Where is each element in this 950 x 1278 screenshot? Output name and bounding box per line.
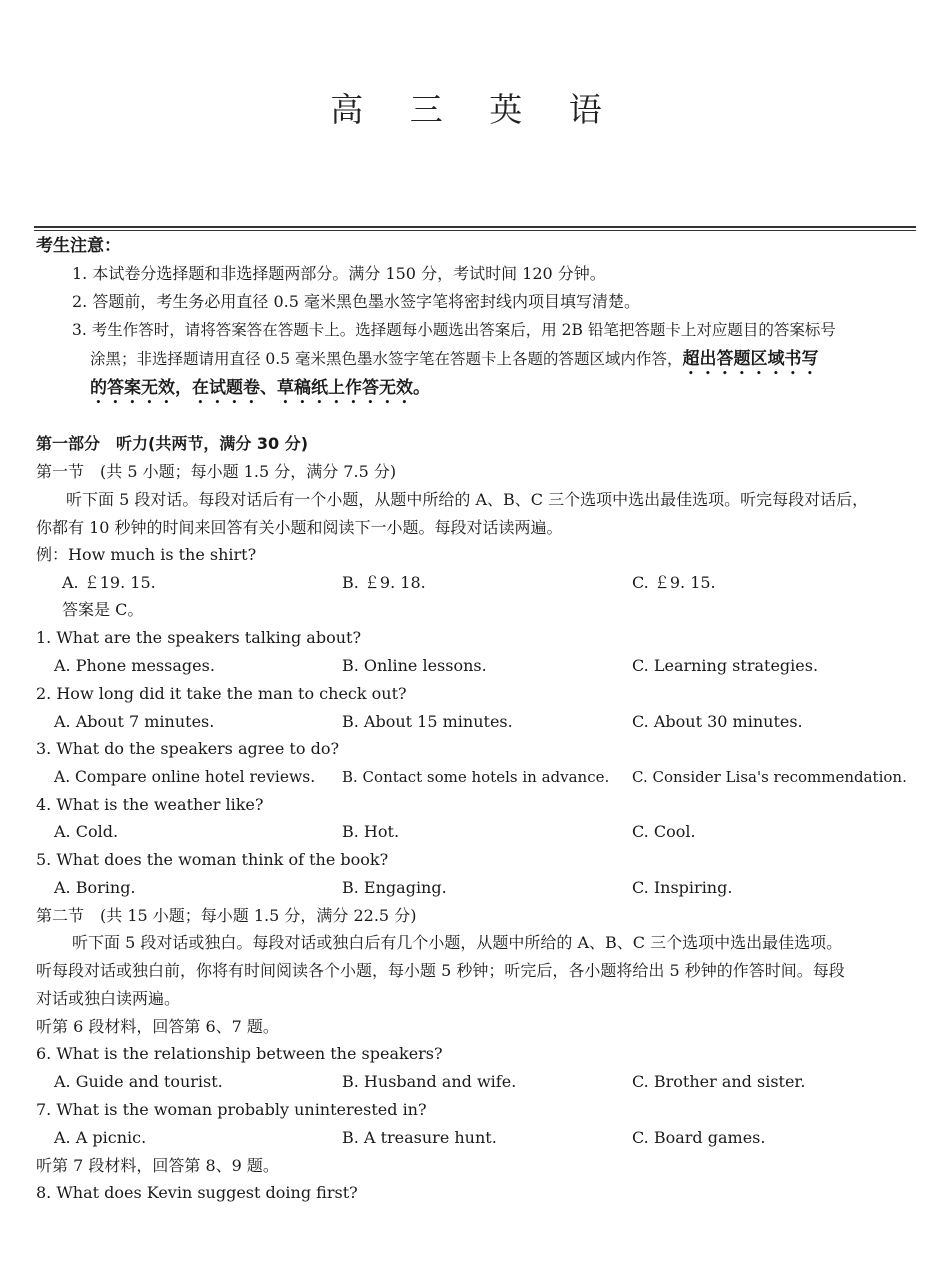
question-5: 5. What does the woman think of the book? <box>36 850 389 869</box>
q2-option-a: A. About 7 minutes. <box>54 712 215 731</box>
section2-instructions-1: 听下面 5 段对话或独白。每段对话或独白后有几个小题，从题中所给的 A、B、C 三个选项中选出最佳选项。 <box>72 933 843 952</box>
q5-option-b: B. Engaging. <box>342 878 447 897</box>
question-4: 4. What is the weather like? <box>36 795 264 814</box>
q7-option-b: B. A treasure hunt. <box>342 1128 497 1147</box>
note-item-1: 1. 本试卷分选择题和非选择题两部分。满分 150 分，考试时间 120 分钟。 <box>72 264 606 283</box>
material-6-label: 听第 6 段材料，回答第 6、7 题。 <box>36 1017 279 1036</box>
section1-heading: 第一节 (共 5 小题；每小题 1.5 分，满分 7.5 分) <box>36 462 397 481</box>
note-item-3-emphasis <box>90 378 430 408</box>
q1-option-b: B. Online lessons. <box>342 656 487 675</box>
section2-instructions-2: 听每段对话或独白前，你将有时间阅读各个小题，每小题 5 秒钟；听完后，各小题将给出 5 秒钟的作答时间。每段 <box>36 961 845 980</box>
section1-instructions-2: 你都有 10 秒钟的时间来回答有关小题和阅读下一小题。每段对话读两遍。 <box>36 518 563 537</box>
note-item-3-continued <box>90 349 819 379</box>
question-2: 2. How long did it take the man to check out? <box>36 684 407 703</box>
example-option-c: C. ￡9. 15. <box>632 573 716 592</box>
example-answer: 答案是 C。 <box>62 600 144 619</box>
q7-option-a: A. A picnic. <box>54 1128 147 1147</box>
section2-heading: 第二节 (共 15 小题；每小题 1.5 分，满分 22.5 分) <box>36 906 417 925</box>
example-option-b: B. ￡9. 18. <box>342 573 426 592</box>
q5-option-c: C. Inspiring. <box>632 878 733 897</box>
q2-option-c: C. About 30 minutes. <box>632 712 803 731</box>
q6-option-b: B. Husband and wife. <box>342 1072 517 1091</box>
note-emphasis-2: 的答案无效，在试题卷、草稿纸上作答无效。 <box>90 378 430 398</box>
note-item-3: 3. 考生作答时，请将答案答在答题卡上。选择题每小题选出答案后，用 2B 铅笔把答题卡上对应题目的答案标号 <box>72 321 836 339</box>
q2-option-b: B. About 15 minutes. <box>342 712 513 731</box>
q3-option-a: A. Compare online hotel reviews. <box>54 768 316 786</box>
divider-thin <box>34 230 916 231</box>
q5-option-a: A. Boring. <box>54 878 136 897</box>
question-3: 3. What do the speakers agree to do? <box>36 739 340 758</box>
question-8: 8. What does Kevin suggest doing first? <box>36 1183 358 1202</box>
note-item-2: 2. 答题前，考生务必用直径 0.5 毫米黑色墨水签字笔将密封线内项目填写清楚。 <box>72 292 640 311</box>
q3-option-c: C. Consider Lisa's recommendation. <box>632 768 907 786</box>
q4-option-a: A. Cold. <box>54 822 119 841</box>
notes-heading: 考生注意： <box>36 236 121 256</box>
note-emphasis-1: 超出答题区域书写 <box>682 349 819 369</box>
question-6: 6. What is the relationship between the speakers? <box>36 1044 443 1063</box>
q1-option-c: C. Learning strategies. <box>632 656 819 675</box>
q6-option-c: C. Brother and sister. <box>632 1072 806 1091</box>
material-7-label: 听第 7 段材料，回答第 8、9 题。 <box>36 1156 279 1175</box>
note-item-3-text: 涂黑；非选择题请用直径 0.5 毫米黑色墨水签字笔在答题卡上各题的答题区域内作答， <box>90 350 683 368</box>
page-title: 高 三 英 语 <box>330 90 620 129</box>
divider-thick <box>34 226 916 228</box>
section1-instructions-1: 听下面 5 段对话。每段对话后有一个小题，从题中所给的 A、B、C 三个选项中选出最佳选项。听完每段对话后， <box>66 490 869 509</box>
question-7: 7. What is the woman probably uninterested in? <box>36 1100 427 1119</box>
section2-instructions-3: 对话或独白读两遍。 <box>36 989 181 1008</box>
q4-option-b: B. Hot. <box>342 822 400 841</box>
q3-option-b: B. Contact some hotels in advance. <box>342 768 610 786</box>
part1-heading: 第一部分 听力(共两节，满分 30 分) <box>36 434 309 453</box>
example-question: 例：How much is the shirt? <box>36 545 257 564</box>
q6-option-a: A. Guide and tourist. <box>54 1072 223 1091</box>
q4-option-c: C. Cool. <box>632 822 696 841</box>
question-1: 1. What are the speakers talking about? <box>36 628 362 647</box>
q1-option-a: A. Phone messages. <box>54 656 215 675</box>
example-option-a: A. ￡19. 15. <box>62 573 156 592</box>
q7-option-c: C. Board games. <box>632 1128 766 1147</box>
